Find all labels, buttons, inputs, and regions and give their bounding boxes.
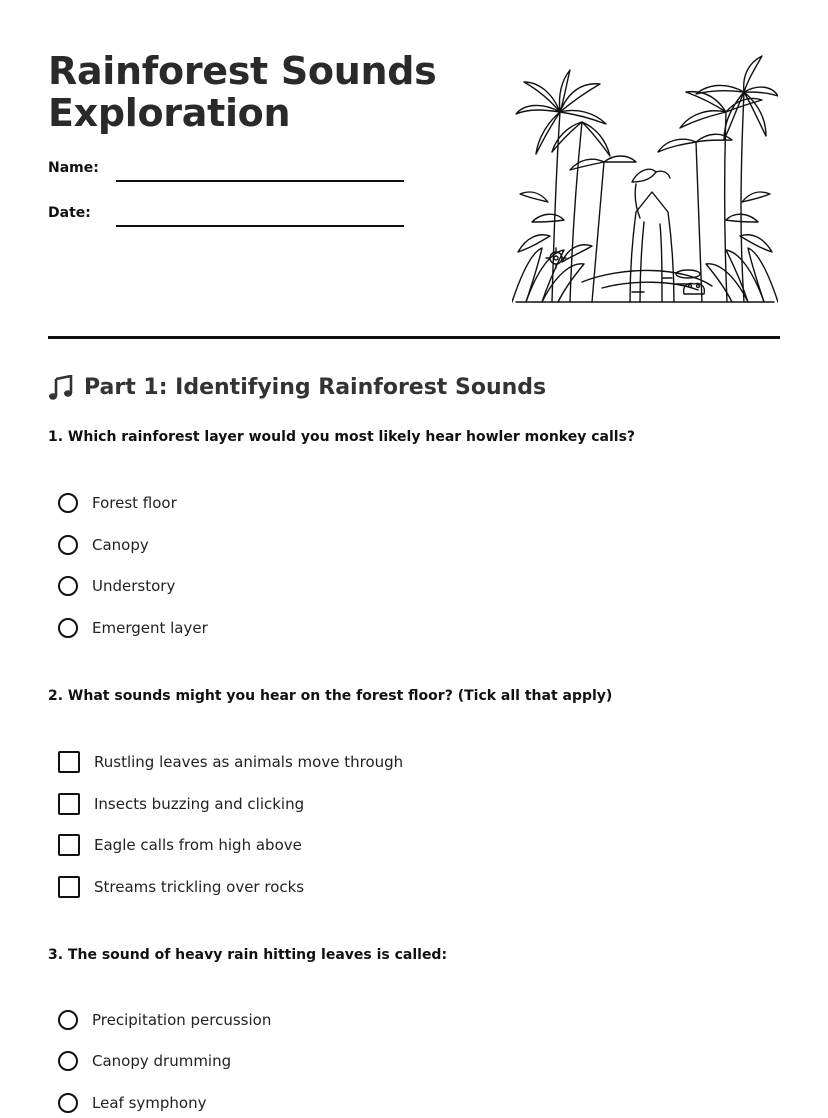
option-label: Emergent layer bbox=[92, 619, 208, 637]
rainforest-illustration bbox=[512, 52, 778, 312]
name-field[interactable] bbox=[116, 180, 404, 182]
option-label: Precipitation percussion bbox=[92, 1011, 272, 1029]
option-label: Canopy drumming bbox=[92, 1052, 232, 1070]
option-label: Canopy bbox=[92, 536, 149, 554]
radio-button[interactable] bbox=[58, 1010, 78, 1030]
radio-button[interactable] bbox=[58, 535, 78, 555]
q2-option-rustling-leaves[interactable] bbox=[58, 750, 403, 774]
checkbox[interactable] bbox=[58, 876, 80, 898]
question-1: 1. Which rainforest layer would you most likely hear howler monkey calls? bbox=[48, 429, 636, 445]
music-note-icon bbox=[48, 375, 74, 401]
worksheet-title bbox=[48, 50, 468, 134]
part1-heading bbox=[48, 372, 546, 404]
q1-option-forest-floor[interactable] bbox=[58, 491, 177, 515]
option-label: Eagle calls from high above bbox=[94, 836, 302, 854]
question-2: 2. What sounds might you hear on the forest floor? (Tick all that apply) bbox=[48, 688, 613, 704]
q2-option-streams-trickling[interactable] bbox=[58, 875, 304, 899]
date-label: Date: bbox=[48, 205, 91, 221]
part1-title: Part 1: Identifying Rainforest Sounds bbox=[84, 375, 547, 400]
q3-option-precipitation-percussion[interactable] bbox=[58, 1008, 271, 1032]
option-label: Rustling leaves as animals move through bbox=[94, 753, 404, 771]
option-label: Insects buzzing and clicking bbox=[94, 795, 305, 813]
q1-option-emergent-layer[interactable] bbox=[58, 616, 208, 640]
date-field[interactable] bbox=[116, 225, 404, 227]
radio-button[interactable] bbox=[58, 1051, 78, 1071]
title-line-1: Rainforest Sounds bbox=[48, 49, 437, 93]
radio-button[interactable] bbox=[58, 618, 78, 638]
checkbox[interactable] bbox=[58, 751, 80, 773]
checkbox[interactable] bbox=[58, 834, 80, 856]
q1-option-understory[interactable] bbox=[58, 574, 175, 598]
option-label: Forest floor bbox=[92, 494, 177, 512]
question-3: 3. The sound of heavy rain hitting leaves is called: bbox=[48, 947, 448, 963]
q2-option-eagle-calls[interactable] bbox=[58, 833, 302, 857]
option-label: Streams trickling over rocks bbox=[94, 878, 305, 896]
radio-button[interactable] bbox=[58, 576, 78, 596]
radio-button[interactable] bbox=[58, 1093, 78, 1113]
name-label: Name: bbox=[48, 160, 99, 176]
radio-button[interactable] bbox=[58, 493, 78, 513]
q3-option-leaf-symphony[interactable] bbox=[58, 1091, 206, 1115]
q1-option-canopy[interactable] bbox=[58, 533, 149, 557]
option-label: Leaf symphony bbox=[92, 1094, 207, 1112]
q3-option-canopy-drumming[interactable] bbox=[58, 1049, 231, 1073]
checkbox[interactable] bbox=[58, 793, 80, 815]
q2-option-insects-buzzing[interactable] bbox=[58, 792, 304, 816]
title-line-2: Exploration bbox=[48, 91, 291, 135]
section-divider bbox=[48, 336, 780, 339]
option-label: Understory bbox=[92, 577, 176, 595]
